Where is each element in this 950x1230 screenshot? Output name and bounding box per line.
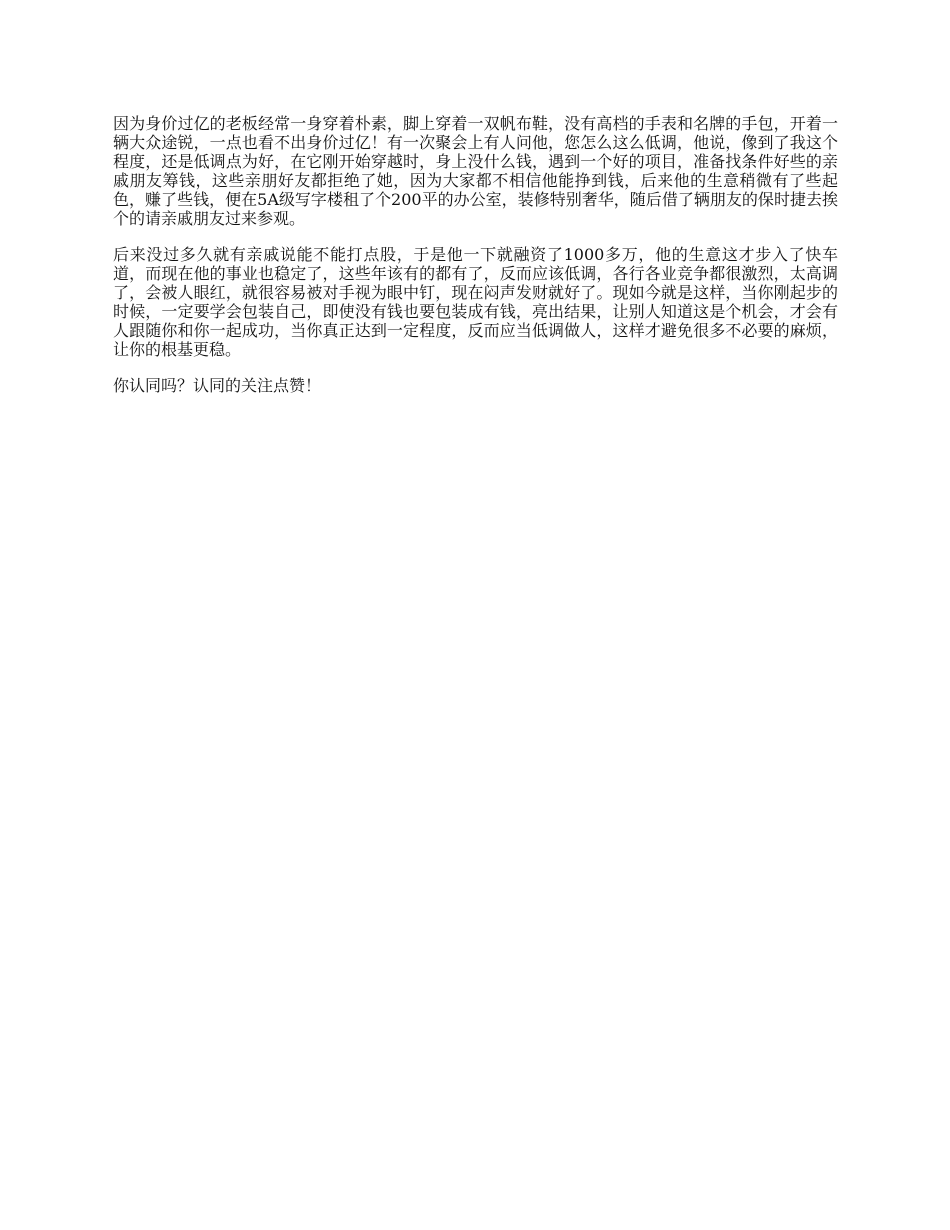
paragraph-1: 因为身价过亿的老板经常一身穿着朴素，脚上穿着一双帆布鞋，没有高档的手表和名牌的手包，开着一辆大众途锐，一点也看不出身价过亿！有一次聚会上有人问他，您怎么这么低调，他说，像到了我这个程度，还是低调点为好，在它刚开始穿越时，身上没什么钱，遇到一个好的项目，准备找条件好些的亲戚朋友筹钱，这些亲朋好友都拒绝了她，因为大家都不相信他能挣到钱，后来他的生意稍微有了些起色，赚了些钱，便在5A级写字楼租了个200平的办公室，装修特别奢华，随后借了辆朋友的保时捷去挨个的请亲戚朋友过来参观。 [113, 114, 838, 228]
document-body [113, 114, 838, 412]
paragraph-2: 后来没过多久就有亲戚说能不能打点股，于是他一下就融资了1000多万，他的生意这才步入了快车道，而现在他的事业也稳定了，这些年该有的都有了，反而应该低调，各行各业竞争都很激烈，太高调了，会被人眼红，就很容易被对手视为眼中钉，现在闷声发财就好了。现如今就是这样，当你刚起步的时候，一定要学会包装自己，即使没有钱也要包装成有钱，亮出结果，让别人知道这是个机会，才会有人跟随你和你一起成功，当你真正达到一定程度，反而应当低调做人，这样才避免很多不必要的麻烦，让你的根基更稳。 [113, 245, 838, 359]
paragraph-3: 你认同吗？认同的关注点赞！ [113, 376, 322, 395]
